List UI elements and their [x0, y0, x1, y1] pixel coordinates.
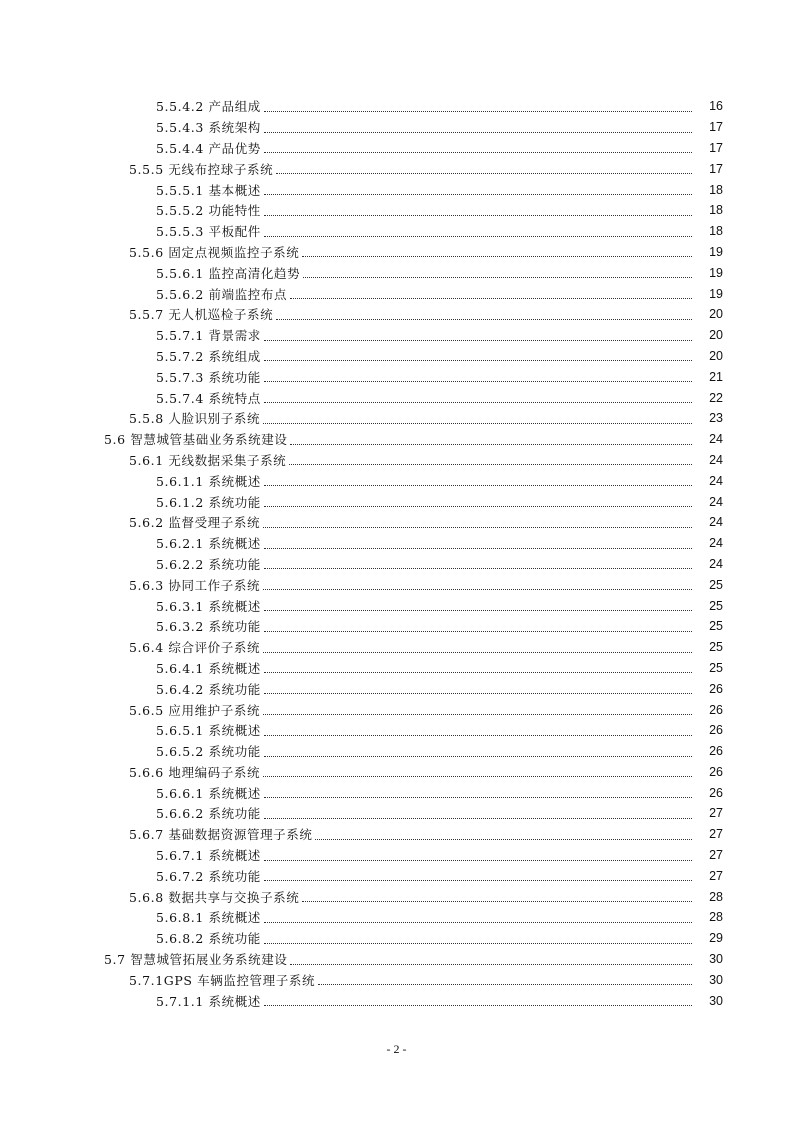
toc-entry[interactable]	[0, 117, 793, 138]
toc-dot-leader	[264, 99, 692, 112]
toc-entry[interactable]	[0, 678, 793, 699]
toc-dot-leader	[264, 681, 692, 694]
toc-page-number: 18	[709, 203, 723, 218]
toc-entry[interactable]	[0, 720, 793, 741]
toc-entry-title: 5.6.4.1 系统概述	[156, 660, 261, 676]
toc-entry[interactable]	[0, 762, 793, 783]
toc-entry-title: 5.5.6.1 监控高清化趋势	[156, 265, 301, 281]
toc-page-number: 24	[709, 432, 723, 447]
toc-entry[interactable]	[0, 949, 793, 970]
toc-dot-leader	[302, 889, 692, 902]
toc-entry-title: 5.5.7.2 系统组成	[156, 348, 261, 364]
toc-entry-title: 5.5.5 无线布控球子系统	[129, 161, 274, 177]
toc-dot-leader	[264, 224, 692, 237]
toc-dot-leader	[264, 660, 692, 673]
toc-page-number: 30	[709, 972, 723, 987]
toc-entry-title: 5.6.1.2 系统功能	[156, 494, 261, 510]
toc-dot-leader	[315, 827, 692, 840]
toc-page-number: 26	[709, 744, 723, 759]
toc-entry-title: 5.6.2.2 系统功能	[156, 556, 261, 572]
toc-entry-title: 5.6.6.1 系统概述	[156, 785, 261, 801]
toc-dot-leader	[289, 452, 692, 465]
toc-dot-leader	[264, 328, 692, 341]
toc-dot-leader	[264, 348, 692, 361]
toc-page-number: 28	[709, 889, 723, 904]
toc-page-number: 25	[709, 619, 723, 634]
toc-entry[interactable]	[0, 96, 793, 117]
toc-page-number: 25	[709, 640, 723, 655]
toc-entry-title: 5.5.4.2 产品组成	[156, 99, 261, 115]
toc-dot-leader	[263, 577, 692, 590]
toc-entry[interactable]	[0, 262, 793, 283]
toc-entry-title: 5.6.7 基础数据资源管理子系统	[129, 827, 313, 843]
toc-entry[interactable]	[0, 741, 793, 762]
toc-entry-title: 5.6.2 监督受理子系统	[129, 515, 261, 531]
toc-dot-leader	[276, 307, 692, 320]
toc-entry[interactable]	[0, 221, 793, 242]
toc-dot-leader	[263, 411, 692, 424]
toc-entry[interactable]	[0, 429, 793, 450]
toc-page-number: 18	[709, 182, 723, 197]
toc-entry-title: 5.6.8.2 系统功能	[156, 931, 261, 947]
toc-entry[interactable]	[0, 283, 793, 304]
toc-entry-title: 5.6.4.2 系统功能	[156, 681, 261, 697]
toc-page-number: 25	[709, 598, 723, 613]
toc-dot-leader	[264, 536, 692, 549]
toc-dot-leader	[264, 848, 692, 861]
toc-dot-leader	[264, 473, 692, 486]
toc-page-number: 26	[709, 681, 723, 696]
toc-entry[interactable]	[0, 845, 793, 866]
toc-entry-title: 5.6.1 无线数据采集子系统	[129, 452, 287, 468]
toc-dot-leader	[290, 432, 692, 445]
toc-page-number: 26	[709, 702, 723, 717]
toc-entry-title: 5.6.4 综合评价子系统	[129, 640, 261, 656]
toc-entry-title: 5.6.7.1 系统概述	[156, 848, 261, 864]
toc-entry[interactable]	[0, 886, 793, 907]
toc-page-number: 27	[709, 806, 723, 821]
toc-dot-leader	[264, 785, 692, 798]
toc-entry-title: 5.6 智慧城管基础业务系统建设	[104, 432, 288, 448]
toc-dot-leader	[264, 931, 692, 944]
toc-entry[interactable]	[0, 699, 793, 720]
toc-dot-leader	[264, 993, 692, 1006]
toc-dot-leader	[263, 640, 692, 653]
toc-dot-leader	[303, 265, 692, 278]
toc-entry-title: 5.7 智慧城管拓展业务系统建设	[104, 952, 288, 968]
toc-entry-title: 5.6.3.1 系统概述	[156, 598, 261, 614]
toc-page-number: 19	[709, 265, 723, 280]
toc-page-number: 19	[709, 244, 723, 259]
toc-dot-leader	[264, 369, 692, 382]
toc-dot-leader	[264, 390, 692, 403]
toc-entry[interactable]	[0, 533, 793, 554]
toc-entry[interactable]	[0, 158, 793, 179]
toc-entry-title: 5.6.6 地理编码子系统	[129, 764, 261, 780]
toc-entry[interactable]	[0, 346, 793, 367]
toc-entry-title: 5.6.5.2 系统功能	[156, 744, 261, 760]
toc-entry[interactable]	[0, 450, 793, 471]
toc-entry-title: 5.5.7.4 系统特点	[156, 390, 261, 406]
toc-entry-title: 5.5.4.4 产品优势	[156, 140, 261, 156]
toc-page-number: 24	[709, 452, 723, 467]
toc-page-number: 27	[709, 827, 723, 842]
toc-entry-title: 5.5.7.3 系统功能	[156, 369, 261, 385]
toc-dot-leader	[264, 868, 692, 881]
toc-entry-title: 5.5.7.1 背景需求	[156, 328, 261, 344]
toc-dot-leader	[263, 515, 692, 528]
toc-page-number: 24	[709, 556, 723, 571]
toc-dot-leader	[264, 723, 692, 736]
toc-entry[interactable]	[0, 658, 793, 679]
toc-dot-leader	[264, 806, 692, 819]
toc-dot-leader	[276, 161, 692, 174]
toc-page-number: 24	[709, 473, 723, 488]
toc-entry-title: 5.6.8 数据共享与交换子系统	[129, 889, 300, 905]
toc-entry-title: 5.5.7 无人机巡检子系统	[129, 307, 274, 323]
toc-entry[interactable]	[0, 574, 793, 595]
toc-entry[interactable]	[0, 907, 793, 928]
toc-entry[interactable]	[0, 491, 793, 512]
toc-entry[interactable]	[0, 969, 793, 990]
toc-page-number: 19	[709, 286, 723, 301]
toc-entry-title: 5.5.6.2 前端监控布点	[156, 286, 288, 302]
toc-dot-leader	[264, 494, 692, 507]
toc-page-number: 29	[709, 931, 723, 946]
toc-page-number: 26	[709, 764, 723, 779]
toc-page-number: 17	[709, 140, 723, 155]
toc-dot-leader	[264, 598, 692, 611]
toc-entry-title: 5.6.7.2 系统功能	[156, 868, 261, 884]
toc-entry-title: 5.6.2.1 系统概述	[156, 536, 261, 552]
toc-entry[interactable]	[0, 512, 793, 533]
toc-entry[interactable]	[0, 554, 793, 575]
toc-entry[interactable]	[0, 138, 793, 159]
toc-entry[interactable]	[0, 928, 793, 949]
toc-entry-title: 5.7.1GPS 车辆监控管理子系统	[129, 972, 316, 988]
toc-entry[interactable]	[0, 470, 793, 491]
toc-page-number: 30	[709, 952, 723, 967]
toc-page-number: 24	[709, 494, 723, 509]
toc-dot-leader	[264, 120, 692, 133]
toc-dot-leader	[264, 182, 692, 195]
toc-dot-leader	[264, 556, 692, 569]
toc-page-number: 22	[709, 390, 723, 405]
toc-entry[interactable]	[0, 782, 793, 803]
toc-dot-leader	[263, 702, 692, 715]
toc-entry[interactable]	[0, 616, 793, 637]
table-of-contents	[0, 96, 793, 1011]
toc-entry[interactable]	[0, 408, 793, 429]
toc-entry-title: 5.7.1.1 系统概述	[156, 993, 261, 1009]
toc-page-number: 20	[709, 307, 723, 322]
toc-entry[interactable]	[0, 179, 793, 200]
toc-entry[interactable]	[0, 990, 793, 1011]
toc-entry-title: 5.5.4.3 系统架构	[156, 120, 261, 136]
toc-page-number: 16	[709, 99, 723, 114]
toc-dot-leader	[264, 619, 692, 632]
toc-entry[interactable]	[0, 200, 793, 221]
toc-entry[interactable]	[0, 387, 793, 408]
toc-entry[interactable]	[0, 803, 793, 824]
toc-entry-title: 5.5.5.2 功能特性	[156, 203, 261, 219]
toc-dot-leader	[263, 764, 692, 777]
toc-page-number: 25	[709, 660, 723, 675]
toc-entry-title: 5.6.5 应用维护子系统	[129, 702, 261, 718]
toc-entry[interactable]	[0, 824, 793, 845]
toc-page-number: 28	[709, 910, 723, 925]
toc-page-number: 21	[709, 369, 723, 384]
toc-dot-leader	[264, 140, 692, 153]
toc-entry-title: 5.6.3.2 系统功能	[156, 619, 261, 635]
toc-page-number: 30	[709, 993, 723, 1008]
toc-entry[interactable]	[0, 637, 793, 658]
toc-page-number: 23	[709, 411, 723, 426]
toc-entry-title: 5.6.1.1 系统概述	[156, 473, 261, 489]
toc-dot-leader	[302, 244, 692, 257]
toc-page-number: 26	[709, 723, 723, 738]
toc-entry-title: 5.5.6 固定点视频监控子系统	[129, 244, 300, 260]
toc-page-number: 25	[709, 577, 723, 592]
toc-page-number: 17	[709, 161, 723, 176]
toc-page-number: 24	[709, 515, 723, 530]
toc-page-number: 27	[709, 868, 723, 883]
toc-dot-leader	[290, 952, 692, 965]
toc-entry[interactable]	[0, 366, 793, 387]
toc-dot-leader	[264, 203, 692, 216]
toc-page-number: 17	[709, 120, 723, 135]
toc-page-number: 18	[709, 224, 723, 239]
toc-page-number: 27	[709, 848, 723, 863]
toc-entry-title: 5.6.8.1 系统概述	[156, 910, 261, 926]
toc-entry[interactable]	[0, 865, 793, 886]
toc-page-number: 20	[709, 328, 723, 343]
toc-entry-title: 5.6.3 协同工作子系统	[129, 577, 261, 593]
toc-entry-title: 5.6.5.1 系统概述	[156, 723, 261, 739]
toc-dot-leader	[264, 910, 692, 923]
toc-entry[interactable]	[0, 325, 793, 346]
toc-entry[interactable]	[0, 242, 793, 263]
toc-dot-leader	[290, 286, 692, 299]
toc-entry[interactable]	[0, 304, 793, 325]
toc-dot-leader	[318, 972, 692, 985]
toc-page-number: 24	[709, 536, 723, 551]
toc-entry-title: 5.5.5.1 基本概述	[156, 182, 261, 198]
toc-page-number: 26	[709, 785, 723, 800]
toc-entry-title: 5.6.6.2 系统功能	[156, 806, 261, 822]
toc-entry[interactable]	[0, 595, 793, 616]
toc-dot-leader	[264, 744, 692, 757]
toc-page-number: 20	[709, 348, 723, 363]
toc-entry-title: 5.5.8 人脸识别子系统	[129, 411, 261, 427]
page-footer-number: - 2 -	[386, 1042, 407, 1056]
toc-entry-title: 5.5.5.3 平板配件	[156, 224, 261, 240]
